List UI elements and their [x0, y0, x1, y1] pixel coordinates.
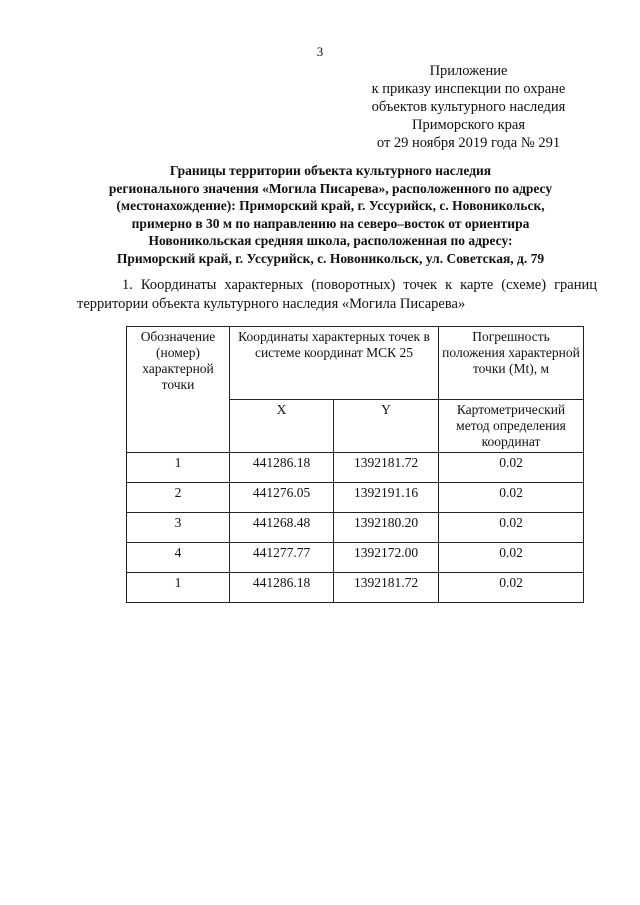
header-error: Погрешность положения характерной точки (Mt), м: [439, 327, 584, 400]
cell-y: 1392181.72: [334, 453, 439, 483]
cell-point: 3: [127, 513, 230, 543]
table-header-row: [127, 327, 584, 400]
table-row: [127, 543, 584, 573]
cell-x: 441277.77: [230, 543, 334, 573]
cell-error: 0.02: [439, 513, 584, 543]
table-row: [127, 513, 584, 543]
appendix-line: Приморского края: [411, 117, 525, 133]
coordinates-table: [126, 326, 584, 603]
header-point-id: Обозначение (номер) характерной точки: [127, 327, 230, 453]
cell-point: 4: [127, 543, 230, 573]
cell-y: 1392180.20: [334, 513, 439, 543]
cell-x: 441286.18: [230, 453, 334, 483]
title-line: Границы территории объекта культурного наследия: [169, 163, 492, 178]
cell-x: 441286.18: [230, 573, 334, 603]
appendix-line: от 29 ноября 2019 года № 291: [376, 135, 561, 151]
cell-x: 441276.05: [230, 483, 334, 513]
paragraph-line: территории объекта культурного наследия «Могила Писарева»: [77, 296, 466, 312]
cell-point: 2: [127, 483, 230, 513]
appendix-line: Приложение: [429, 63, 508, 79]
title-line: (местонахождение): Приморский край, г. Уссурийск, с. Новоникольск,: [116, 198, 545, 214]
table-row: [127, 453, 584, 483]
cell-y: 1392172.00: [334, 543, 439, 573]
appendix-line: объектов культурного наследия: [371, 99, 566, 115]
header-y: Y: [334, 400, 439, 453]
cell-y: 1392191.16: [334, 483, 439, 513]
title-line: регионального значения «Могила Писарева», расположенного по адресу: [108, 180, 553, 196]
cell-point: 1: [127, 573, 230, 603]
cell-error: 0.02: [439, 453, 584, 483]
cell-x: 441268.48: [230, 513, 334, 543]
cell-y: 1392181.72: [334, 573, 439, 603]
cell-point: 1: [127, 453, 230, 483]
header-x: X: [230, 400, 334, 453]
header-coordinates: Координаты характерных точек в системе координат МСК 25: [230, 327, 439, 400]
cell-error: 0.02: [439, 573, 584, 603]
header-method: Картометрический метод определения координат: [439, 400, 584, 453]
page-number: 3: [316, 44, 324, 59]
cell-error: 0.02: [439, 483, 584, 513]
title-line: Приморский край, г. Уссурийск, с. Новоникольск, ул. Советская, д. 79: [116, 250, 545, 266]
appendix-line: к приказу инспекции по охране: [371, 81, 566, 97]
document-title: [88, 162, 573, 268]
table-row: [127, 573, 584, 603]
body-paragraph: [77, 276, 597, 314]
title-line: примерно в 30 м по направлению на северо–восток от ориентира: [131, 215, 530, 231]
appendix-block: [365, 62, 572, 152]
paragraph-line: 1. Координаты характерных (поворотных) точек к карте (схеме) границ: [122, 277, 597, 293]
title-line: Новоникольская средняя школа, расположенная по адресу:: [148, 233, 513, 249]
cell-error: 0.02: [439, 543, 584, 573]
table-row: [127, 483, 584, 513]
